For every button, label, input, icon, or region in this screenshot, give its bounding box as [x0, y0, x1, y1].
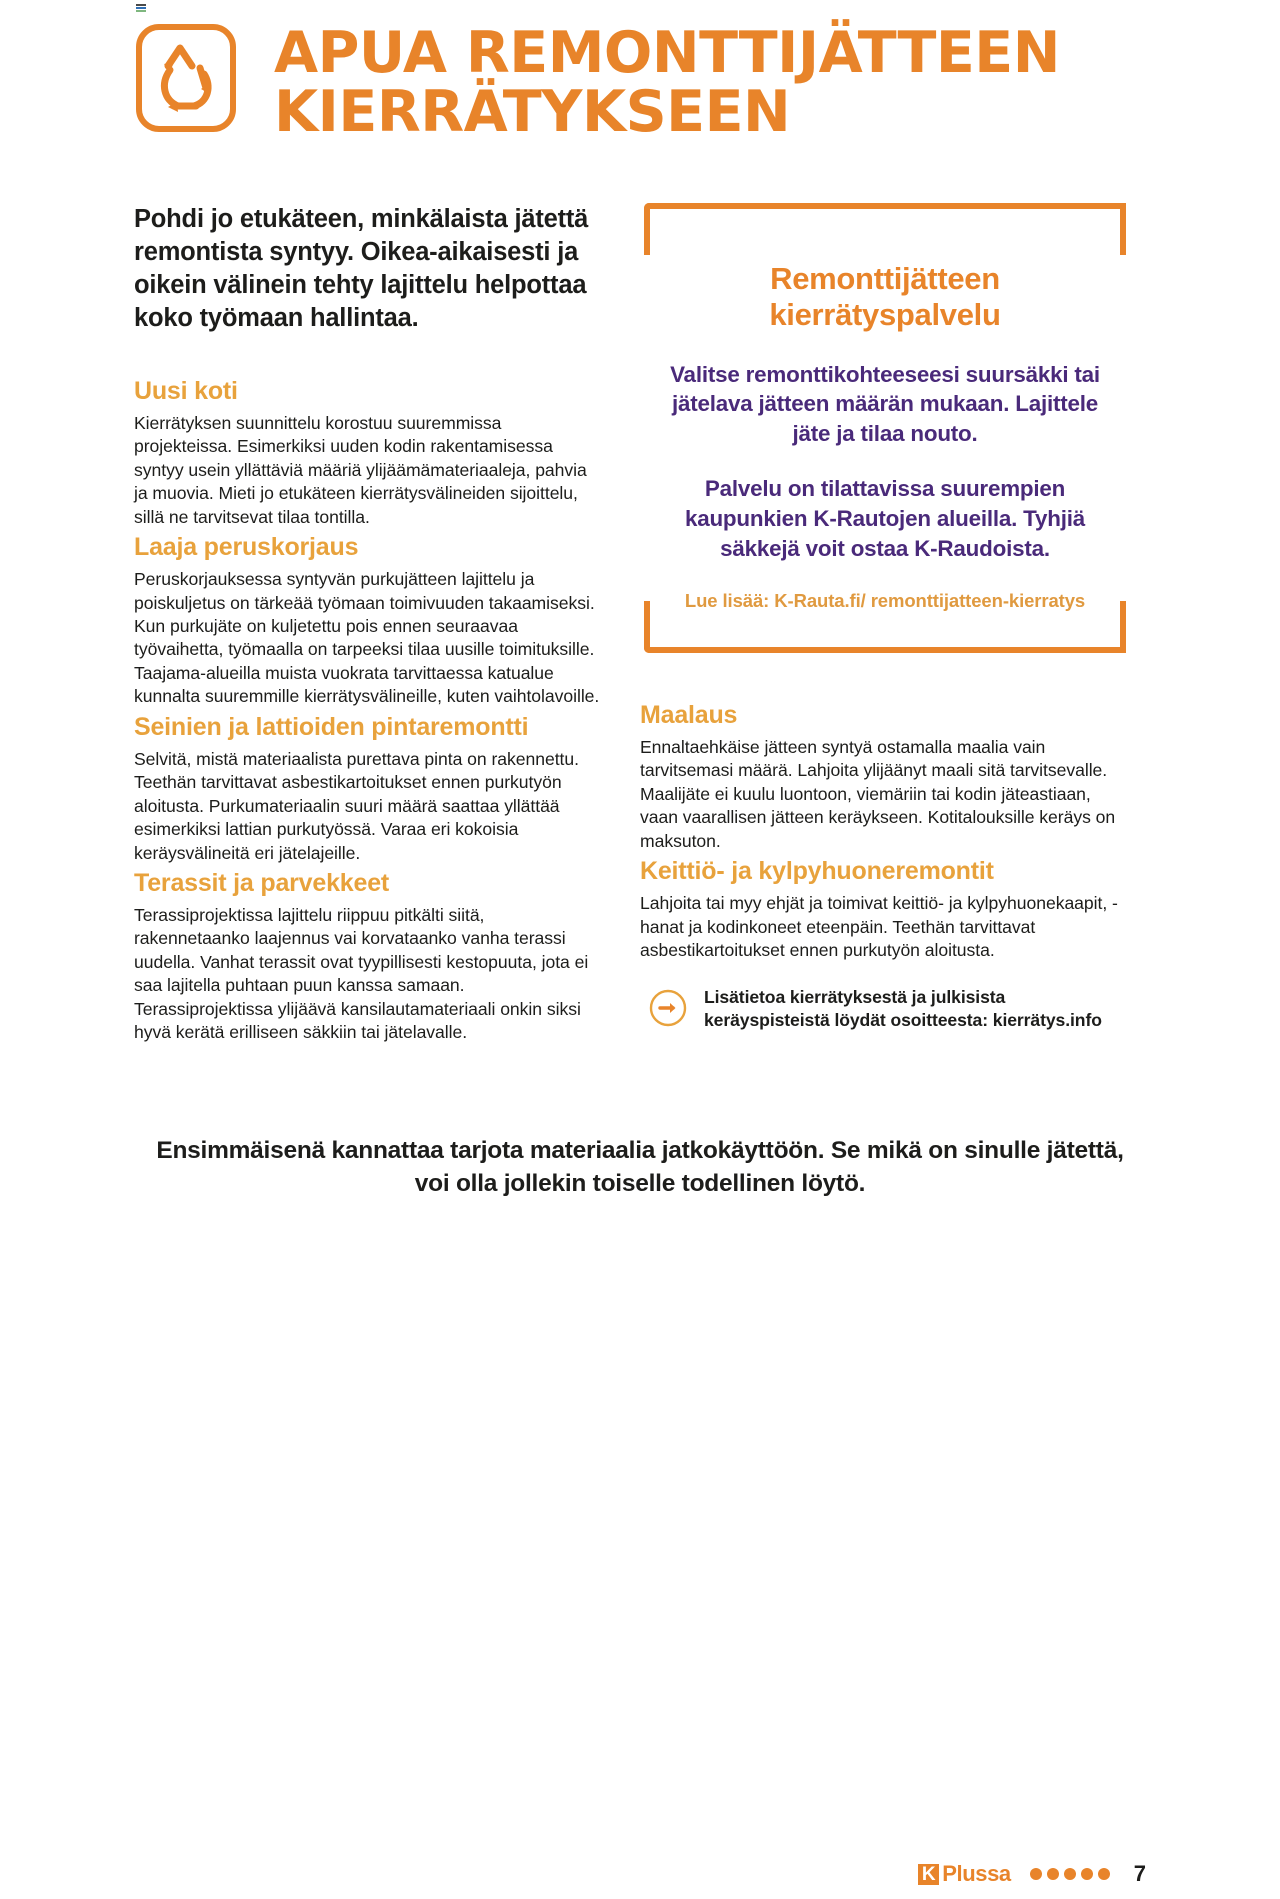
section-heading: Keittiö- ja kylpyhuoneremontit: [640, 857, 994, 886]
plussa-dot: [1047, 1868, 1059, 1880]
section-pintaremontti: [134, 713, 604, 865]
recycling-service-callout: [640, 203, 1130, 654]
section-laaja-peruskorjaus: [134, 533, 604, 709]
section-heading: Laaja peruskorjaus: [134, 533, 359, 562]
right-column: [640, 203, 1130, 1033]
callout-paragraph: Valitse remonttikohteeseesi suursäkki tai jätelava jätteen määrän mukaan. Lajittele jäte ja tilaa nouto.: [670, 361, 1100, 446]
plussa-wordmark: Plussa: [942, 1861, 1011, 1886]
left-column: [134, 203, 604, 1049]
plussa-dot: [1064, 1868, 1076, 1880]
plussa-dots: [1030, 1868, 1110, 1880]
info-note-text: Lisätietoa kierrätyksestä ja julkisista keräyspisteistä löydät osoitteesta: kierrätys.info: [704, 987, 1102, 1031]
content-columns: [120, 143, 1160, 1049]
section-body: Kierrätyksen suunnittelu korostuu suuremmissa projekteissa. Esimerkiksi uuden kodin rakentamisessa syntyy usein yllättäviä määriä ylijäämämateriaaleja, pahvia ja muovia. Mieti jo etukäteen kierrätysvälineiden sijoittelu, sillä ne tarvitsevat tilaa tontilla.: [134, 412, 587, 527]
section-heading: Uusi koti: [134, 377, 238, 406]
page-footer: [918, 1861, 1146, 1887]
page-header: [120, 0, 1160, 146]
registration-mark: [136, 4, 146, 16]
k-plussa-logo: [918, 1861, 1011, 1887]
info-note[interactable]: [640, 986, 1130, 1032]
callout-link[interactable]: Lue lisää: K-Rauta.fi/ remonttijatteen-kierratys: [684, 590, 1086, 612]
section-heading: Terassit ja parvekkeet: [134, 869, 390, 898]
section-keittio-ja-kylpyhuoneremontit: [640, 857, 1130, 962]
page-root: [120, 0, 1160, 1899]
section-heading: Maalaus: [640, 701, 738, 730]
section-heading: Seinien ja lattioiden pintaremontti: [134, 712, 529, 741]
section-uusi-koti: [134, 377, 604, 529]
recycle-icon: [134, 22, 238, 134]
section-terassit-ja-parvekkeet: [134, 869, 604, 1045]
section-body: Lahjoita tai myy ehjät ja toimivat keittiö- ja kylpyhuonekaapit, -hanat ja kodinkoneet eteenpäin. Teethän tarvittavat asbestikartoitukset ennen purkutyön aloitusta.: [640, 893, 1118, 960]
callout-title: Remonttijätteen kierrätyspalvelu: [769, 260, 1001, 333]
plussa-dot: [1081, 1868, 1093, 1880]
section-body: Terassiprojektissa lajittelu riippuu pitkälti siitä, rakennetaanko laajennus vai korvataanko vanha terassi uudella. Vanhat terassit ovat tyypillisesti kestopuuta, jota ei saa lajitella puhtaan puun kanssa samaan. Terassiprojektissa ylijäävä kansilautamateriaali onkin siksi hyvä kerätä erilliseen säkkiin tai jätelavalle.: [134, 904, 589, 1043]
callout-bracket-top: [644, 203, 1126, 255]
callout-paragraph: Palvelu on tilattavissa suurempien kaupunkien K-Rautojen alueilla. Tyhjiä säkkejä voit ostaa K-Raudoista.: [684, 476, 1086, 561]
page-title: APUA REMONTTIJÄTTEEN KIERRÄTYKSEEN: [274, 20, 1060, 146]
k-logo-mark: K: [918, 1864, 939, 1885]
section-body: Selvitä, mistä materiaalista purettava pinta on rakennettu. Teethän tarvittavat asbestikartoitukset ennen purkutyön aloitusta. Purkumateriaalin suuri määrä saattaa yllättää esimerkiksi lattian purkutyössä. Varaa eri kokoisia keräysvälineitä eri jätelajeille.: [134, 748, 579, 863]
plussa-dot: [1030, 1868, 1042, 1880]
section-body: Ennaltaehkäise jätteen syntyä ostamalla maalia vain tarvitsemasi määrä. Lahjoita ylijäänyt maali sitä tarvitsevalle. Maalijäte ei kuulu luontoon, viemäriin tai kodin jäteastiaan, vaan vaarallisen jätteen keräykseen. Kotitalouksille keräys on maksuton.: [640, 736, 1116, 851]
closing-tagline: Ensimmäisenä kannattaa tarjota materiaalia jatkokäyttöön. Se mikä on sinulle jätettä, voi olla jollekin toiselle todellinen löytö.: [156, 1136, 1124, 1197]
arrow-right-circle-icon: [648, 988, 688, 1028]
plussa-dot: [1098, 1868, 1110, 1880]
section-body: Peruskorjauksessa syntyvän purkujätteen lajittelu ja poiskuljetus on tärkeää työmaan toimivuuden takaamiseksi. Kun purkujäte on kuljetettu pois ennen seuraavaa työvaihetta, työmaalla on tarpeeksi tilaa uusille toimituksille. Taajama-alueilla muista vuokrata tarvittaessa katualue kunnalta suuremmille kierrätysvälineille, kuten vaihtolavoille.: [134, 569, 600, 707]
lead-paragraph: Pohdi jo etukäteen, minkälaista jätettä remontista syntyy. Oikea-aikaisesti ja oikein välinein tehty lajittelu helpottaa koko työmaan hallintaa.: [134, 204, 589, 332]
page-number: 7: [1133, 1861, 1146, 1886]
section-maalaus: [640, 701, 1130, 853]
